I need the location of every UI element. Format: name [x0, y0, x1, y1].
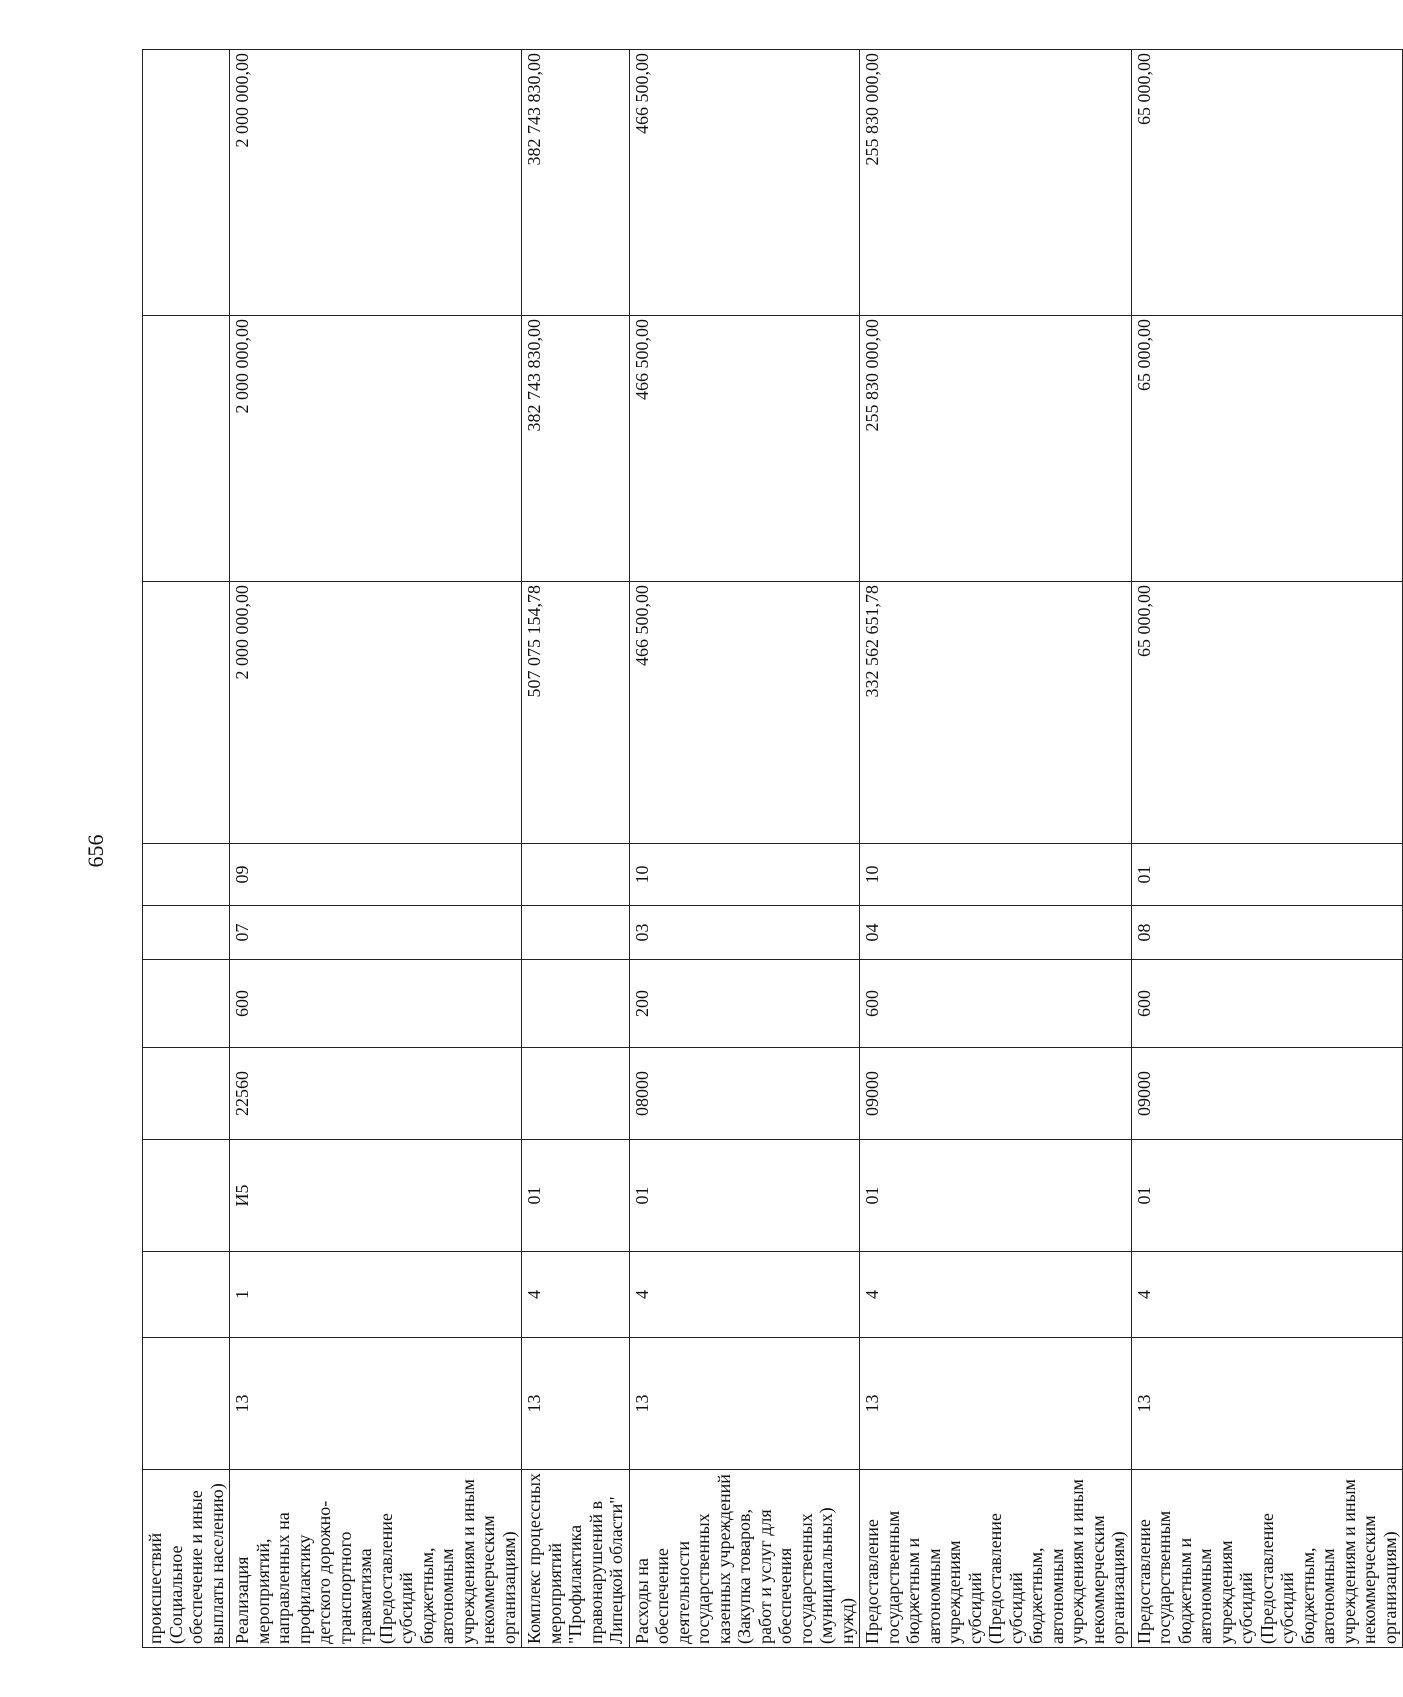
cell-amount-1: 507 075 154,78 — [522, 582, 630, 844]
row-name: Предоставление государственным бюджетным и автономным учреждениям субсидий (Предоставление субсидий бюджетным, автономным учреждениям и иным некоммерческим организациям) — [1131, 1470, 1403, 1648]
cell-pr — [522, 844, 630, 906]
cell-vr: 200 — [629, 960, 860, 1048]
cell-pr: 01 — [1131, 844, 1403, 906]
cell-rz: 03 — [629, 906, 860, 960]
cell-gr: 13 — [629, 1338, 860, 1470]
cell-pr: 10 — [629, 844, 860, 906]
cell-nr — [522, 1048, 630, 1140]
cell-pg: 4 — [1131, 1252, 1403, 1338]
cell-amount-2: 255 830 000,00 — [860, 316, 1132, 582]
cell-amount-1: 65 000,00 — [1131, 582, 1403, 844]
cell-amount-2 — [143, 316, 230, 582]
cell-rz: 04 — [860, 906, 1132, 960]
cell-ns: 01 — [629, 1140, 860, 1252]
cell-ns: 01 — [1131, 1140, 1403, 1252]
cell-ns: 01 — [522, 1140, 630, 1252]
cell-gr: 13 — [860, 1338, 1132, 1470]
cell-rz: 07 — [230, 906, 522, 960]
cell-ns — [143, 1140, 230, 1252]
table-row — [860, 50, 1132, 1648]
cell-pr: 09 — [230, 844, 522, 906]
cell-pg — [143, 1252, 230, 1338]
cell-gr — [143, 1338, 230, 1470]
row-name: Расходы на обеспечение деятельности государственных казенных учреждений (Закупка товаров, работ и услуг для обеспечения государственных (муниципальных) нужд) — [629, 1470, 860, 1648]
page-number: 656 — [83, 834, 108, 868]
cell-amount-2: 466 500,00 — [629, 316, 860, 582]
cell-vr: 600 — [230, 960, 522, 1048]
table-row — [629, 50, 860, 1648]
cell-rz: 08 — [1131, 906, 1403, 960]
row-name: Предоставление государственным бюджетным и автономным учреждениям субсидий (Предоставление субсидий бюджетным, автономным учреждениям и иным некоммерческим организациям) — [860, 1470, 1132, 1648]
table-row — [230, 50, 522, 1648]
budget-table — [142, 49, 1403, 1648]
cell-vr: 600 — [860, 960, 1132, 1048]
row-name: Комплекс процессных мероприятий "Профилактика правонарушений в Липецкой области" — [522, 1470, 630, 1648]
cell-nr — [143, 1048, 230, 1140]
cell-amount-3: 466 500,00 — [629, 50, 860, 316]
cell-pr: 10 — [860, 844, 1132, 906]
table-row — [143, 50, 230, 1648]
cell-nr: 22560 — [230, 1048, 522, 1140]
cell-gr: 13 — [522, 1338, 630, 1470]
cell-amount-1 — [143, 582, 230, 844]
cell-nr: 08000 — [629, 1048, 860, 1140]
cell-gr: 13 — [230, 1338, 522, 1470]
cell-pg: 4 — [860, 1252, 1132, 1338]
table-row — [522, 50, 630, 1648]
cell-pg: 4 — [522, 1252, 630, 1338]
cell-amount-2: 65 000,00 — [1131, 316, 1403, 582]
cell-rz — [143, 906, 230, 960]
cell-nr: 09000 — [1131, 1048, 1403, 1140]
cell-gr: 13 — [1131, 1338, 1403, 1470]
cell-amount-3: 255 830 000,00 — [860, 50, 1132, 316]
cell-amount-1: 2 000 000,00 — [230, 582, 522, 844]
cell-amount-3 — [143, 50, 230, 316]
cell-pg: 1 — [230, 1252, 522, 1338]
cell-amount-2: 2 000 000,00 — [230, 316, 522, 582]
cell-amount-3: 65 000,00 — [1131, 50, 1403, 316]
cell-rz — [522, 906, 630, 960]
cell-amount-3: 382 743 830,00 — [522, 50, 630, 316]
rotated-table-container — [142, 50, 1400, 1648]
cell-amount-3: 2 000 000,00 — [230, 50, 522, 316]
cell-amount-1: 466 500,00 — [629, 582, 860, 844]
table-body — [143, 50, 1403, 1648]
cell-vr — [143, 960, 230, 1048]
cell-vr: 600 — [1131, 960, 1403, 1048]
cell-pg: 4 — [629, 1252, 860, 1338]
cell-amount-1: 332 562 651,78 — [860, 582, 1132, 844]
row-name: происшествий (Социальное обеспечение и иные выплаты населению) — [143, 1470, 230, 1648]
cell-pr — [143, 844, 230, 906]
cell-ns: 01 — [860, 1140, 1132, 1252]
cell-nr: 09000 — [860, 1048, 1132, 1140]
table-row — [1131, 50, 1403, 1648]
cell-vr — [522, 960, 630, 1048]
row-name: Реализация мероприятий, направленных на профилактику детского дорожно-транспортного травматизма (Предоставление субсидий бюджетным, автономным учреждениям и иным некоммерческим организациям) — [230, 1470, 522, 1648]
cell-amount-2: 382 743 830,00 — [522, 316, 630, 582]
cell-ns: И5 — [230, 1140, 522, 1252]
